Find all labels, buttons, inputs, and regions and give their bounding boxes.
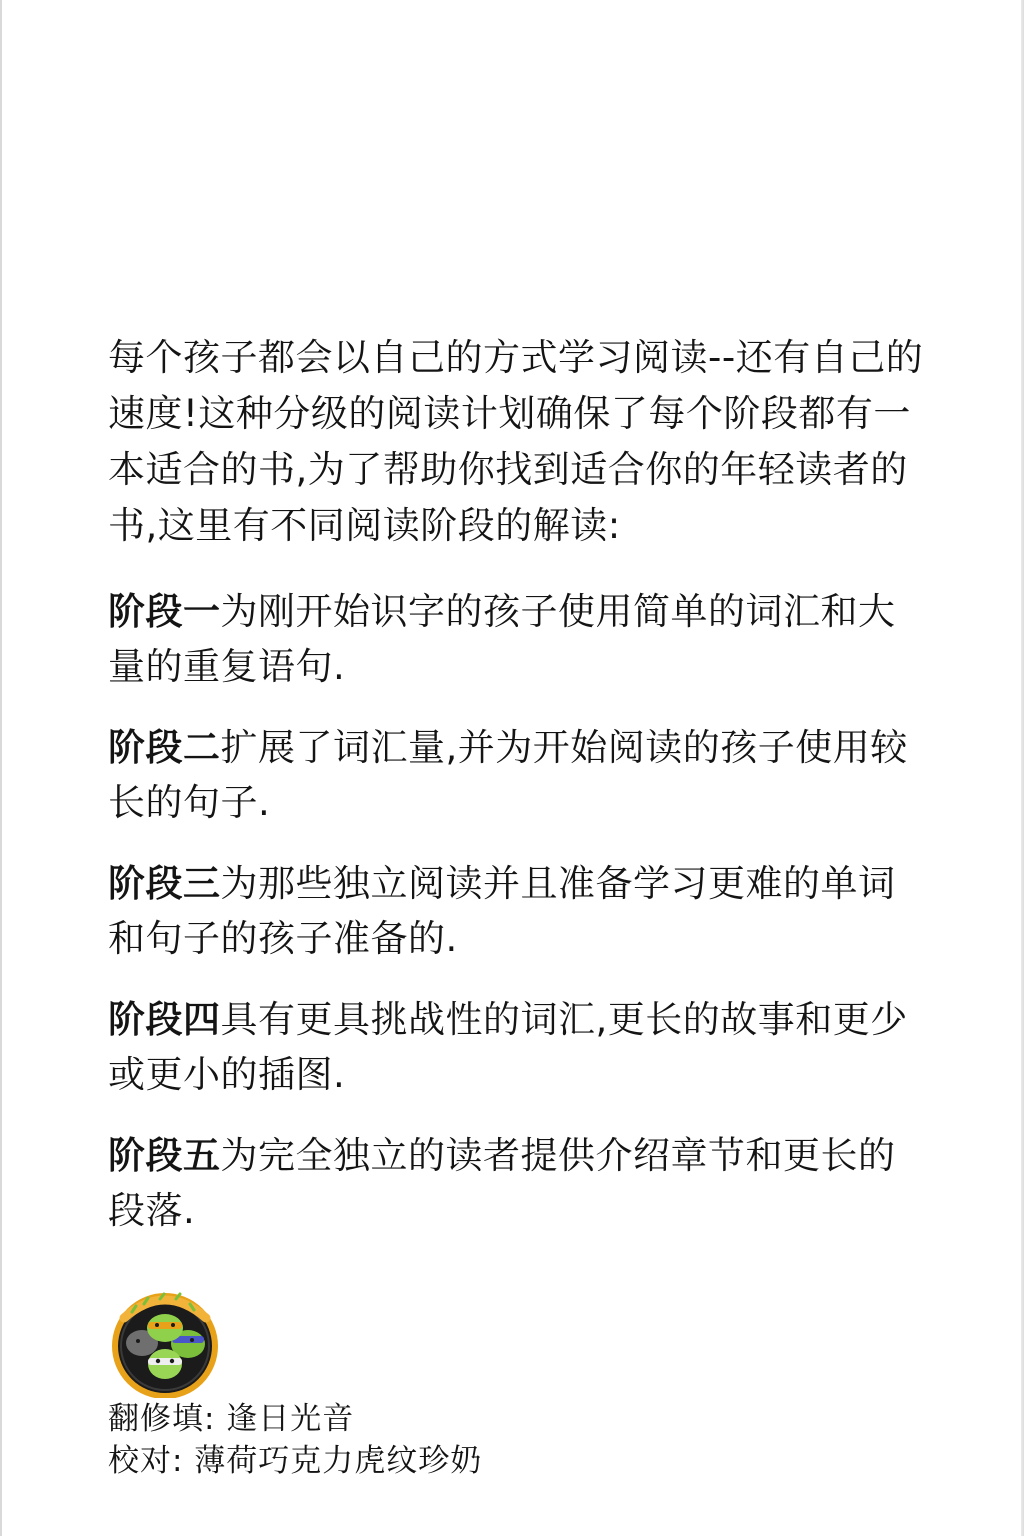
level-3-paragraph bbox=[108, 856, 928, 966]
level-1-name: 阶段一 bbox=[108, 590, 221, 633]
page-content bbox=[108, 330, 928, 1264]
level-5-text: 为完全独立的读者提供介绍章节和更长的段落. bbox=[108, 1134, 896, 1232]
level-4-name: 阶段四 bbox=[108, 998, 221, 1041]
level-4-paragraph bbox=[108, 992, 928, 1102]
intro-paragraph: 每个孩子都会以自己的方式学习阅读--还有自己的速度!这种分级的阅读计划确保了每个阶段都有一本适合的书,为了帮助你找到适合你的年轻读者的书,这里有不同阅读阶段的解读: bbox=[108, 336, 924, 547]
level-3-text: 为那些独立阅读并且准备学习更难的单词和句子的孩子准备的. bbox=[108, 862, 896, 960]
level-1-text: 为刚开始识字的孩子使用简单的词汇和大量的重复语句. bbox=[108, 590, 896, 688]
level-1-paragraph bbox=[108, 584, 928, 694]
level-2-paragraph bbox=[108, 720, 928, 830]
page-edge-left bbox=[0, 0, 2, 1536]
level-2-text: 扩展了词汇量,并为开始阅读的孩子使用较长的句子. bbox=[108, 726, 908, 824]
group-logo-icon bbox=[110, 1288, 220, 1398]
level-5-name: 阶段五 bbox=[108, 1134, 221, 1177]
level-3-name: 阶段三 bbox=[108, 862, 221, 905]
level-5-paragraph bbox=[108, 1128, 928, 1238]
level-2-name: 阶段二 bbox=[108, 726, 221, 769]
proofreader-credit: 校对: 薄荷巧克力虎纹珍奶 bbox=[108, 1443, 483, 1479]
level-4-text: 具有更具挑战性的词汇,更长的故事和更少或更小的插图. bbox=[108, 998, 908, 1096]
translator-credit: 翻修填: 逢日光音 bbox=[108, 1401, 355, 1437]
credits-block bbox=[108, 1398, 482, 1482]
